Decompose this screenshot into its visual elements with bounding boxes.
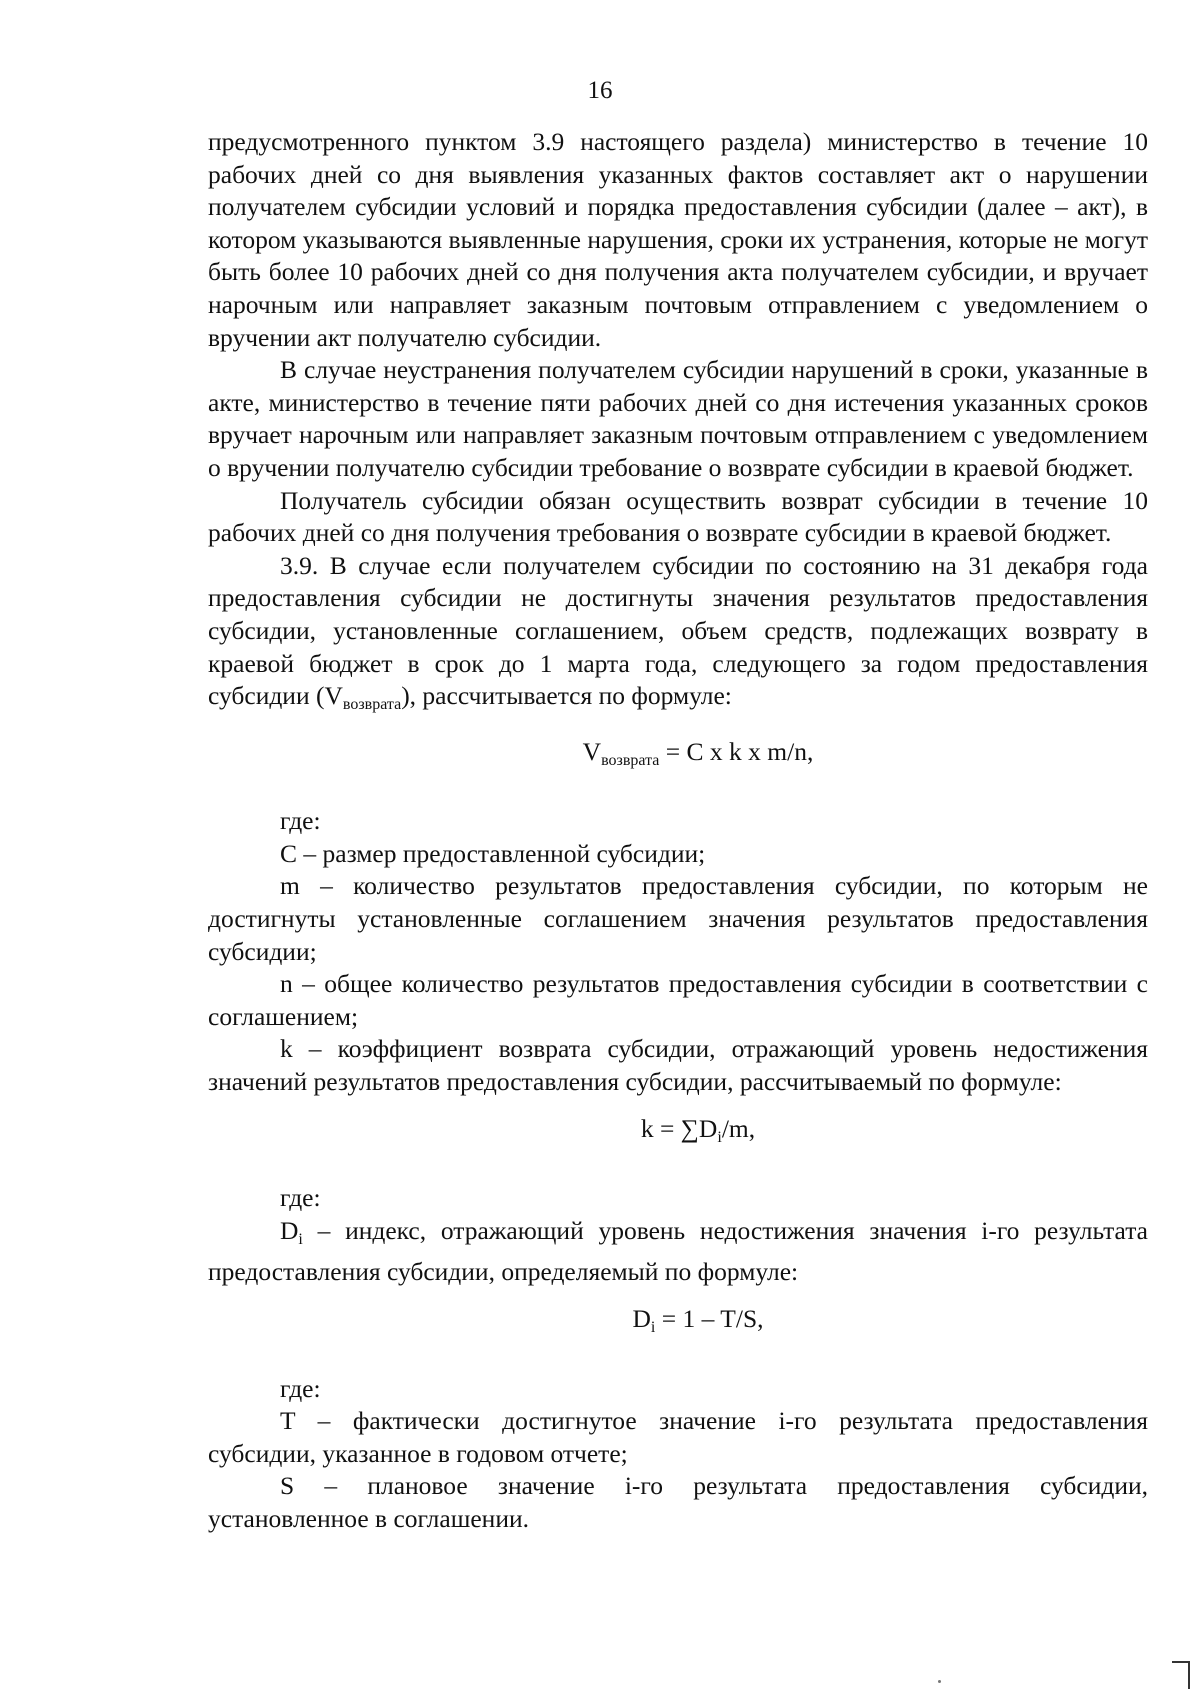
document-body <box>208 126 1148 1536</box>
definition-d-head: D <box>280 1215 299 1245</box>
where-label-3: где: <box>280 1373 321 1403</box>
formula-return-volume-rhs: = C x k x m/n, <box>659 736 814 766</box>
formula-return-volume-lhs: V <box>582 736 602 766</box>
paragraph-3-9-subscript: возврата <box>342 696 402 714</box>
page-number: 16 <box>587 77 613 104</box>
definition-s: S – плановое значение i-го результата предоставления субсидии, установленное в соглашении. <box>208 1471 1148 1533</box>
where-label-2: где: <box>280 1183 321 1213</box>
formula-d-text: D <box>632 1304 651 1333</box>
formula-k-tail: /m, <box>721 1113 756 1143</box>
formula-d-subscript: i <box>650 1319 656 1336</box>
scan-corner-mark <box>1172 1661 1190 1689</box>
definition-n: n – общее количество результатов предоставления субсидии в соответствии с соглашением; <box>208 969 1148 1031</box>
formula-k-text: k = ∑D <box>640 1113 718 1143</box>
formula-return-volume <box>208 736 1148 778</box>
paragraph-violation-act: предусмотренного пунктом 3.9 настоящего раздела) министерство в течение 10 рабочих дней со дня выявления указанных фактов составляет акт о нарушении получателем субсидии условий и порядка предоставления субсидии (далее – акт), в котором указываются выявленные нарушения, сроки их устранения, которые не могут быть более 10 рабочих дней со дня получения акта получателем субсидии, и вручает нарочным или направляет заказным почтовым отправлением с уведомлением о вручении акт получателю субсидии. <box>208 127 1148 352</box>
definition-k: k – коэффициент возврата субсидии, отражающий уровень недостижения значений результатов предоставления субсидии, рассчитываемый по формуле: <box>208 1034 1148 1097</box>
definition-d-rest: – индекс, отражающий уровень недостижения значения i-го результата предоставления субсидии, определяемый по формуле: <box>208 1215 1148 1287</box>
paragraph-3-9-text: 3.9. В случае если получателем субсидии по состоянию на 31 декабря года предоставления субсидии не достигнуты значения результатов предоставления субсидии, установленные соглашением, объем средств, подлежащих возврату в краевой бюджет в срок до 1 марта года, следующего за годом предоставления субсидии (V <box>208 550 1148 711</box>
definition-d-subscript: i <box>298 1230 303 1248</box>
scan-speck <box>938 1680 941 1683</box>
formula-return-volume-subscript: возврата <box>601 751 660 769</box>
paragraph-3-9-tail: ), рассчитывается по формуле: <box>401 681 732 711</box>
definition-m: m – количество результатов предоставления субсидии, по которым не достигнуты установленные соглашением значения результатов предоставления субсидии; <box>208 871 1148 966</box>
paragraph-return-requirement: В случае неустранения получателем субсидии нарушений в сроки, указанные в акте, министерство в течение пяти рабочих дней со дня истечения указанных сроков вручает нарочным или направляет заказным почтовым отправлением с уведомлением о вручении получателю субсидии требование о возврате субсидии в краевой бюджет. <box>208 355 1148 482</box>
formula-k <box>208 1113 1148 1155</box>
formula-d-tail: = 1 – T/S, <box>655 1304 764 1333</box>
formula-k-subscript: i <box>717 1128 722 1146</box>
paragraph-3-9 <box>208 550 1148 722</box>
formula-d <box>208 1303 1148 1345</box>
definition-d <box>208 1215 1148 1289</box>
paragraph-return-obligation: Получатель субсидии обязан осуществить возврат субсидии в течение 10 рабочих дней со дня получения требования о возврате субсидии в краевой бюджет. <box>208 485 1148 548</box>
definition-c: C – размер предоставленной субсидии; <box>280 838 706 868</box>
definition-t: T – фактически достигнутое значение i-го результата предоставления субсидии, указанное в годовом отчете; <box>208 1406 1148 1468</box>
where-label-1: где: <box>280 806 321 836</box>
